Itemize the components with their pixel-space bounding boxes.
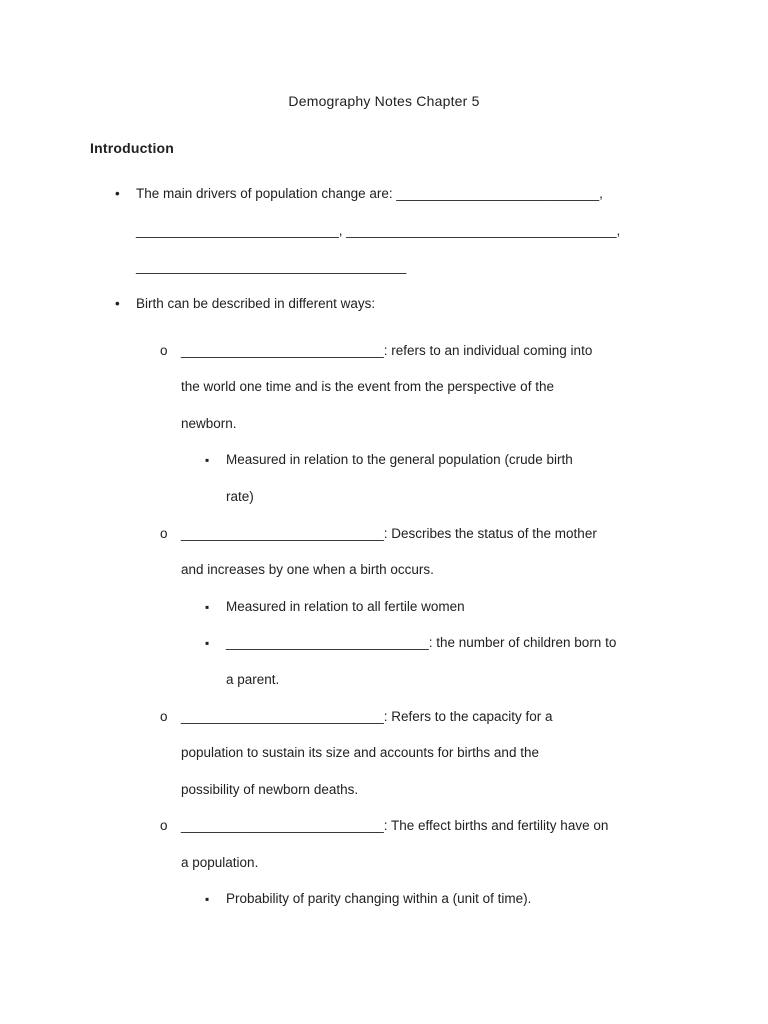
bullet-item-l3 [0, 881, 768, 918]
text-line [0, 772, 768, 809]
line-text: ___________________________, ____________________________________, [136, 222, 621, 238]
square-bullet-marker: ▪ [205, 599, 210, 614]
text-line [0, 213, 768, 250]
line-text: ___________________________: refers to an individual coming into [181, 342, 593, 358]
line-text: The main drivers of population change are: ___________________________, [136, 186, 603, 202]
square-bullet-marker: ▪ [205, 892, 210, 907]
line-text: ___________________________: the number of children born to [226, 635, 617, 651]
line-text: and increases by one when a birth occurs. [181, 562, 434, 578]
line-text: Birth can be described in different ways: [136, 295, 376, 311]
text-line [0, 552, 768, 589]
section-heading: Introduction [90, 139, 175, 156]
line-text: rate) [226, 488, 254, 504]
line-text: ___________________________: The effect births and fertility have on [181, 818, 609, 834]
line-text: ____________________________________ [136, 259, 407, 275]
disc-bullet-marker: • [115, 295, 120, 311]
line-text: possibility of newborn deaths. [181, 781, 359, 797]
bullet-item-l1 [0, 176, 768, 213]
bullet-item-l2 [0, 333, 768, 370]
line-text: population to sustain its size and accounts for births and the [181, 745, 539, 761]
line-text: the world one time and is the event from the perspective of the [181, 379, 554, 395]
bullet-item-l2 [0, 699, 768, 736]
text-line [0, 479, 768, 516]
line-text: Measured in relation to all fertile women [226, 598, 465, 614]
document-title: Demography Notes Chapter 5 [288, 93, 480, 109]
line-text: a parent. [226, 671, 280, 687]
text-line [0, 249, 768, 286]
circle-bullet-marker: o [160, 818, 168, 834]
line-text: newborn. [181, 415, 237, 431]
disc-bullet-marker: • [115, 186, 120, 202]
line-text: Measured in relation to the general population (crude birth [226, 452, 573, 468]
bullet-item-l3 [0, 589, 768, 626]
text-line [0, 662, 768, 699]
bullet-item-l3 [0, 442, 768, 479]
circle-bullet-marker: o [160, 525, 168, 541]
square-bullet-marker: ▪ [205, 636, 210, 651]
text-line [0, 845, 768, 882]
text-line [0, 406, 768, 443]
square-bullet-marker: ▪ [205, 453, 210, 468]
line-text: Probability of parity changing within a (unit of time). [226, 891, 532, 907]
circle-bullet-marker: o [160, 708, 168, 724]
text-line [0, 369, 768, 406]
line-text: ___________________________: Describes the status of the mother [181, 525, 597, 541]
bullet-item-l1 [0, 286, 768, 323]
text-line [0, 735, 768, 772]
bullet-item-l2 [0, 516, 768, 553]
circle-bullet-marker: o [160, 342, 168, 358]
line-text: a population. [181, 854, 259, 870]
bullet-item-l2 [0, 808, 768, 845]
line-text: ___________________________: Refers to the capacity for a [181, 708, 553, 724]
bullet-item-l3 [0, 625, 768, 662]
